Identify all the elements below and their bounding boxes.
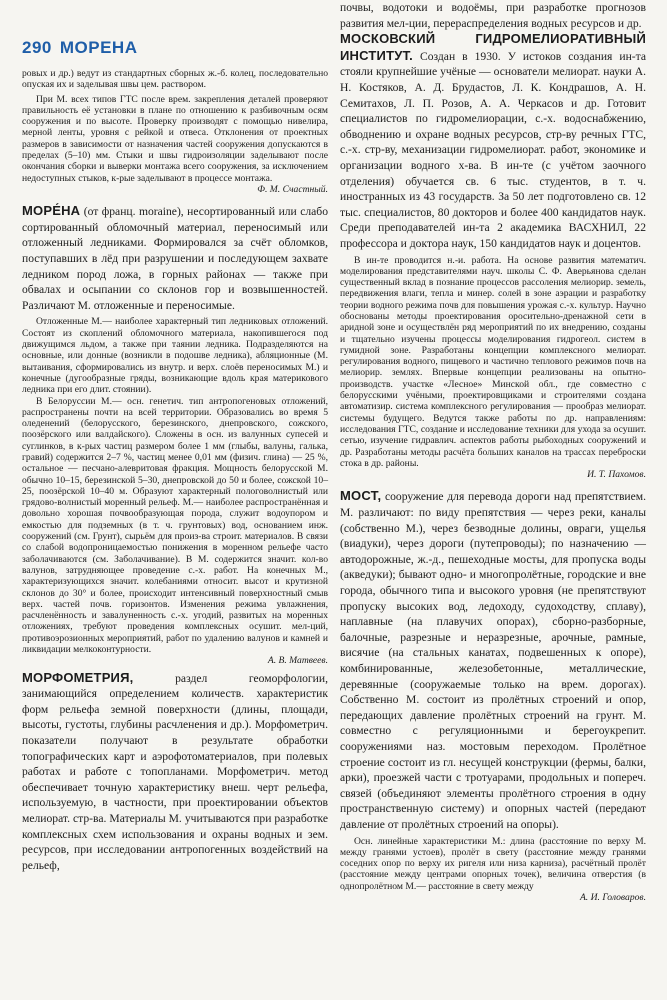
entry-morena [22, 203, 328, 313]
author-signature: Ф. М. Счастный. [257, 183, 328, 195]
author-signature: А. В. Матвеев. [267, 655, 328, 667]
entry-paragraph: В Белоруссии М.— осн. генетич. тип антропогеновых отложений, распространены почти на всей территории. Образовались во время 5 оледенений (белорусского, березинского, днепровского, сожского, поозёрского или валдайского). Сложены в осн. из валунных супесей и суглинков, в к-рых частиц размером более 1 мм (глыбы, валуны, галька, гравий) содержится 2–7 %, частиц менее 0,01 мм (физич. глина) — 25 %, остальное — песчано-алевритовая фракция. Мощность белорусской М. обычно 10–15, березинской 5–30, днепровской до 50 и более, сожской 10–25, поозёрской 10–40 м. Образуют характерный пологоволнистый или грядово-волнистый моренный рельеф. М.— наиболее распространённая и довольно хорошая почвообразующая порода, служит водоупором и емкостью для подземных (в т. ч. грунтовых) вод, основанием инж. сооружений (см. Грунт), сырьём для произ-ва строит. материалов. В связи со слабой водопроницаемостью понижения в моренном рельефе часто заболачиваются (см. Заболачивание). В М. содержится значит. кол-во валунов, затрудняющее проведение с.-х. работ. На конечных М., характеризующихся значит. колебаниями относит. высот и крутизной склонов до 30° и более, происходит интенсивный поверхностный смыв верх. частей почв. горизонтов. Изменения режима увлажнения, расчленённость и завалуненность с.-х. угодий, развитых на моренных отложениях, требуют проведения комплексных осушит. мел-ций, противоэрозионных мероприятий, работ по удалению валунов и камней и ликвидации мелкоконтурности. [22, 395, 328, 656]
entry-paragraph: В ин-те проводится н.-и. работа. На основе развития математич. моделирования представителями науч. школы С. Ф. Аверьянова сделан существенный вклад в познание процессов рассоления мелиорир. земель, передвижения влаги, тепла и минер. солей в зоне аэрации и разработку теории водного режима почв для повышения урожая с.-х. культур. Научно обоснованы методы проектирования оросительно-дренажной сети в аридной зоне и осуществлён ряд мероприятий по их внедрению, созданы и тщательно изучены процессы моделирования гидрогеол. систем в гумидной зоне. Разработаны концепции комплексного мелиорат. регулирования водного, пищевого и частично теплового режимов почв на мелиорир. землях. Впервые концепции реализованы на опытно-производств. участке «Лесное» Минской обл., где совместно с белорусскими учёными, проектировщиками и строителями создана автоматизир. система комплексного регулирования — прообраз мелиорат. системы будущего. Ведутся также работы по др. направлениям: исследования ГТС, создание и исследование техники для ухода за осушит. сетью, изучение гидравлич. аспектов работы рыбоходных сооружений и др. Разработаны методы расчёта больших каналов на трассах переброски стока в др. районы. [340, 254, 646, 469]
author-signature: А. И. Головаров. [579, 891, 646, 903]
entry-most [340, 488, 646, 832]
running-head: МОРЕНА [59, 38, 138, 57]
right-column [340, 0, 646, 903]
author-signature: И. Т. Пахомов. [587, 469, 646, 481]
page-number: 290 [22, 38, 52, 57]
entry-definition: Создан в 1930. У истоков создания ин-та стояли крупнейшие учёные — основатели мелиорат. науки А. Н. Костяков, А. Д. Брудастов, Л. К. Кондрашов, А. Н. Семитахов, Л. П. Розов, А. А. Черкасов и др. Готовит специалистов по гидромелиорации, с.-х. водоснабжению, обводнению и охране водных ресурсов, стр-ву речных ГТС, с.-х. стр-ву, механизации гидромелиорат. работ, экономике и организации водного х-ва. В ин-те (с учётом заочного отделения) обучается св. 6 тыс. студентов, в т. ч. иностранных из 43 государств. За 50 лет подготовлено св. 12 тыс. специалистов, 80 докторов и более 400 кандидатов наук. Среди преподавателей ин-та 2 академика ВАСХНИЛ, 22 профессора и доктора наук, 150 кандидатов наук и доцентов. [340, 49, 646, 250]
entry-title: МОРЕ́НА [22, 203, 81, 219]
entry-title: МОСТ, [340, 488, 382, 504]
continued-paragraph: почвы, водотоки и водоёмы, при разработке прогнозов развития мел-ции, перераспределения водных ресурсов и др. [340, 1, 646, 30]
entry-paragraph: Осн. линейные характеристики М.: длина (расстояние по верху М. между гранями устоев), пролёт в свету (расстояние между гранями соседних опор по верху их ригеля или низа карниза), расчётный пролёт (расстояние между центрами опорных точек), величина отверстия (в однопролётном М.— расстояние в свету между [340, 835, 646, 892]
continued-paragraph: ровых и др.) ведут из стандартных сборных ж.-б. колец, последовательно опуская их и заделывая швы цем. раствором. [22, 68, 328, 91]
entry-morfometriya [22, 670, 328, 874]
entry-definition: сооружение для перевода дороги над препятствием. М. различают: по виду препятствия — через реки, каналы (собственно М.), через безводные долины, овраги, ущелья (виадуки), через дороги (путепроводы); по назначению — автодорожные, ж.-д., пешеходные мосты, для пропуска воды (акведуки); бывают одно- и многопролётные, городские и вне города, обычного типа и высокого уровня (не препятствуют пропуску высоких вод, ледоходу, судоходству, сплаву), наплавные (на плавучих опорах), сборно-разборные, балочные, разрезные и неразрезные, арочные, рамные, висячие (на стальных канатах, подвешенных к опоре), комбинированные, железобетонные, металлические, деревянные (сооружаемые только на врем. дорогах). Собственно М. состоит из пролётных строений и опор, передающих давление пролётных строений на грунт. М. совместно с регуляционными и берегоукрепит. сооружениями наз. мостовым переходом. Пролётное строение состоит из гл. несущей конструкции (фермы, балки, арки), проезжей части с тротуарами, продольных и попереч. связей (объединяют элементы пролётного строения в одну пространственную систему) и опорных частей (передают давление от пролётных строений на опоры). [340, 490, 646, 831]
page-header [22, 38, 138, 62]
continued-paragraph: При М. всех типов ГТС после врем. закрепления деталей проверяют правильность её установки в плане по отношению к разбивочным осям сооружения и по высоте. Проверку производят с помощью нивелира, мерной ленты, уровня с рейкой и отвеса. Отклонения от проектных размеров в зависимости от назначения частей сооружения допускаются в пределах (5–10) мм. Стыки и швы гидроизоляции заделывают после окончания сборки и выверки монтажа всего сооружения, за исключением недоступных стыков, к-рые заделывают в процессе монтажа. [22, 93, 328, 184]
entry-title: МОРФОМЕТРИЯ, [22, 669, 134, 685]
entry-definition: раздел геоморфологии, занимающийся определением количеств. характеристик форм рельефа земной поверхности (длины, площади, высоты, густоты, глубины расчленения и др.). Морфометрич. показатели получают в результате обработки топографических карт и аэрофотоматериалов, при полевых работах и работе с топопланами. Морфометрич. метод обеспечивает точную характеристику внеш. черт рельефа, используемую, в частности, при проектировании объектов мелиорат. стр-ва. Материалы М. учитываются при разработке комплексных схем использования и охраны водных и зем. ресурсов, при исследовании антропогенных воздействий на рельеф, [22, 671, 328, 872]
left-column [22, 68, 328, 873]
entry-definition: (от франц. moraine), несортированный или слабо сортированный обломочный материал, переносимый или отложенный ледниками. Формировался за счёт обломков, поступавших в лёд при разрушении и последующем захвате ледником пород ложа, в горных районах — также при обвалах и осыпании со склонов гор и возвышенностей. Различают М. отложенные и переносимые. [22, 205, 328, 312]
entry-paragraph: Отложенные М.— наиболее характерный тип ледниковых отложений. Состоят из скоплений обломочного материала, накопившегося под движущимся льдом, а также при таянии ледника. Подразделяются на основные, или донные (возникли в подошве ледника), абляционные (М. вытаивания, сформировались из внутр. и верх. слоёв переносимых М.) и конечные (дугообразные гряды, возникающие вдоль края материкового ледника при его длит. стоянии). [22, 316, 328, 396]
entry-institute [340, 31, 646, 251]
entry-title: МОСКОВСКИЙ ГИДРОМЕЛИОРАТИВНЫЙ ИНСТИТУТ. [340, 31, 646, 63]
